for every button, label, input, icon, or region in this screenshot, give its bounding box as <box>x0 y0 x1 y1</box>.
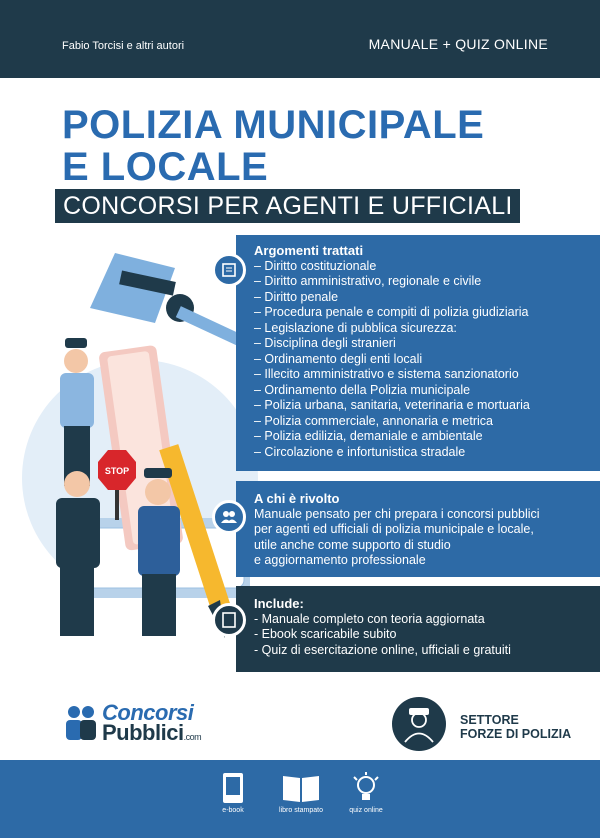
people-logo-icon <box>64 704 98 744</box>
includes-item: - Quiz di esercitazione online, ufficiali e gratuiti <box>254 642 511 657</box>
publisher-logo <box>64 700 204 746</box>
topic-item: – Circolazione e infortunistica stradale <box>254 444 466 459</box>
book-icon <box>281 772 321 804</box>
lightbulb-icon <box>351 772 381 804</box>
topics-list <box>254 259 590 461</box>
topic-item: – Diritto amministrativo, regionale e civile <box>254 274 482 288</box>
topic-item: – Polizia commerciale, annonaria e metrica <box>254 413 493 428</box>
publisher-name-word: Pubblici <box>102 720 184 745</box>
top-bar <box>0 0 600 78</box>
sector-line-1: SETTORE <box>460 713 519 727</box>
publisher-name-top: Concorsi <box>102 700 194 725</box>
topics-panel <box>236 235 600 471</box>
includes-panel <box>236 586 600 672</box>
sector-line-2: FORZE DI POLIZIA <box>460 727 572 741</box>
publisher-name-bottom <box>102 720 201 746</box>
topic-item: – Ordinamento degli enti locali <box>254 351 423 366</box>
audience-line: Manuale pensato per chi prepara i concorsi pubblici <box>254 506 540 521</box>
audience-line: utile anche come supporto di studio <box>254 537 451 552</box>
audience-heading: A chi è rivolto <box>254 491 340 506</box>
book-icon <box>212 253 246 287</box>
publisher-suffix: .com <box>183 732 202 742</box>
ebook-icon <box>218 772 248 804</box>
topic-item: – Diritto costituzionale <box>254 258 377 273</box>
format-online-quiz <box>344 772 388 814</box>
edition-tag: MANUALE + QUIZ ONLINE <box>368 36 548 52</box>
sector-label <box>460 713 571 741</box>
format-label: e-book <box>222 807 244 814</box>
topic-item: – Diritto penale <box>254 289 339 304</box>
police-illustration <box>20 228 260 658</box>
includes-item: - Manuale completo con teoria aggiornata <box>254 611 485 626</box>
subtitle-banner: CONCORSI PER AGENTI E UFFICIALI <box>55 189 520 223</box>
topic-item: – Illecito amministrativo e sistema sanzionatorio <box>254 367 519 381</box>
format-label: quiz online <box>349 807 383 814</box>
author-line: Fabio Torcisi e altri autori <box>62 40 185 52</box>
sector-badge <box>392 697 592 753</box>
includes-heading: Include: <box>254 596 304 611</box>
format-ebook <box>213 772 253 814</box>
stop-sign-text: STOP <box>104 466 130 476</box>
users-icon <box>212 500 246 534</box>
document-icon <box>212 603 246 637</box>
audience-line: e aggiornamento professionale <box>254 553 426 567</box>
title-line-2: E LOCALE <box>62 145 269 189</box>
topic-item: – Ordinamento della Polizia municipale <box>254 382 471 397</box>
audience-line: per agenti ed ufficiali di polizia municipale e locale, <box>254 522 534 536</box>
topic-item: – Legislazione di pubblica sicurezza: <box>254 320 457 335</box>
includes-item: - Ebook scaricabile subito <box>254 627 397 641</box>
format-label: libro stampato <box>279 807 323 814</box>
topic-item: – Polizia edilizia, demaniale e ambientale <box>254 429 483 443</box>
topic-item: – Disciplina degli stranieri <box>254 336 396 350</box>
police-officer-icon <box>392 697 446 751</box>
topics-heading: Argomenti trattati <box>254 243 364 258</box>
topic-item: – Procedura penale e compiti di polizia giudiziaria <box>254 305 529 319</box>
title-line-1: POLIZIA MUNICIPALE <box>62 103 485 147</box>
topic-item: – Polizia urbana, sanitaria, veterinaria e mortuaria <box>254 398 530 412</box>
format-printed-book <box>276 772 326 814</box>
audience-panel <box>236 481 600 577</box>
